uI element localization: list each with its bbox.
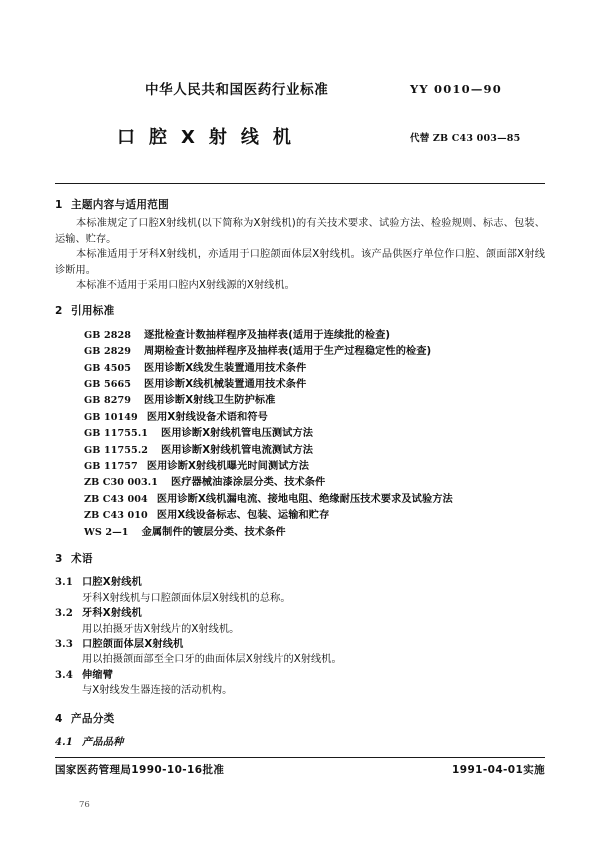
document-body (55, 198, 545, 750)
clause-number: 3.2 (55, 608, 73, 620)
replaces-standard-note: 代替 ZB C43 003—85 (410, 133, 521, 144)
section-heading-2 (55, 304, 545, 319)
reference-item (55, 459, 545, 474)
reference-item (55, 393, 545, 408)
clause-heading (55, 637, 545, 652)
page-content (55, 0, 545, 810)
normative-references-list (55, 328, 545, 540)
reference-item (55, 410, 545, 425)
clause-title: 口腔X射线机 (82, 577, 142, 589)
clause-text: 牙科X射线机与口腔颌面体层X射线机的总称。 (82, 592, 291, 604)
document-title: 口腔X射线机 (117, 127, 305, 148)
reference-title: 医用诊断X射线机管电压测试方法 (161, 428, 314, 440)
reference-title: 医疗器械油漆涂层分类、技术条件 (171, 477, 326, 489)
section-heading-3 (55, 552, 545, 567)
reference-code: GB 8279 (84, 395, 132, 407)
reference-title: 医用诊断X射线卫生防护标准 (144, 395, 276, 407)
reference-item (55, 361, 545, 376)
section-title-2: 引用标准 (71, 305, 115, 318)
section-1-paragraph-1: 本标准规定了口腔X射线机(以下简称为X射线机)的有关技术要求、试验方法、检验规则、标志、包装、运输、贮存。 (55, 218, 545, 245)
reference-code: GB 2828 (84, 329, 132, 341)
reference-code: ZB C43 004 (84, 493, 148, 505)
footer-divider-rule (55, 757, 545, 758)
reference-item (55, 426, 545, 441)
reference-title: 医用诊断X线机漏电流、接地电阻、绝缘耐压技术要求及试验方法 (156, 493, 453, 505)
section-title-1: 主题内容与适用范围 (71, 199, 170, 211)
reference-title: 医用诊断X线发生装置通用技术条件 (144, 362, 307, 374)
effective-date-statement: 1991-04-01实施 (452, 764, 545, 776)
clause-3-3 (55, 637, 545, 668)
reference-item (55, 328, 545, 343)
reference-item (55, 525, 545, 540)
reference-title: 医用诊断X线机械装置通用技术条件 (144, 379, 307, 391)
reference-title: 医用诊断X射线机曝光时间测试方法 (146, 460, 310, 472)
clause-number: 3.1 (55, 577, 73, 589)
clause-text: 用以拍摄颌面部至全口牙的曲面体层X射线片的X射线机。 (82, 654, 342, 666)
reference-title: 医用X射线设备术语和符号 (146, 411, 268, 423)
clause-heading (55, 668, 545, 683)
section-1-paragraph-3: 本标准不适用于采用口腔内X射线源的X射线机。 (76, 280, 295, 292)
clause-heading (55, 606, 545, 621)
section-number-3: 3 (55, 552, 63, 565)
reference-code: WS 2—1 (84, 526, 129, 538)
section-title-4: 产品分类 (71, 712, 115, 725)
reference-title: 周期检查计数抽样程序及抽样表(适用于生产过程稳定性的检查) (144, 346, 432, 358)
clause-3-2 (55, 606, 545, 637)
clause-title: 牙科X射线机 (82, 608, 142, 620)
clause-number: 3.4 (55, 669, 73, 681)
reference-code: GB 4505 (84, 362, 132, 374)
section-heading-4 (55, 712, 545, 727)
page-number: 76 (79, 800, 90, 810)
reference-item (55, 443, 545, 458)
reference-code: ZB C30 003.1 (84, 477, 159, 489)
reference-code: ZB C43 010 (84, 510, 148, 522)
reference-title: 逐批检查计数抽样程序及抽样表(适用于连续批的检查) (144, 329, 391, 341)
page-footer (55, 762, 545, 777)
section-heading-1 (55, 198, 545, 213)
reference-item (55, 492, 545, 507)
clause-3-1 (55, 575, 545, 606)
masthead (55, 0, 545, 148)
reference-item (55, 475, 545, 490)
reference-code: GB 2829 (84, 346, 132, 358)
clause-text: 用以拍摄牙齿X射线片的X射线机。 (82, 623, 240, 635)
section-number-2: 2 (55, 305, 63, 318)
reference-code: GB 10149 (84, 411, 138, 423)
clause-text: 与X射线发生器连接的活动机构。 (82, 685, 233, 697)
reference-title: 金属制件的镀层分类、技术条件 (141, 526, 286, 538)
clause-4-1-heading (55, 735, 545, 750)
standard-number: YY 0010—90 (410, 82, 502, 96)
issuing-authority-line: 中华人民共和国医药行业标准 (145, 82, 329, 98)
section-number-1: 1 (55, 199, 63, 211)
reference-title: 医用X线设备标志、包装、运输和贮存 (156, 510, 330, 522)
header-divider-rule (55, 183, 545, 184)
clause-number: 3.3 (55, 638, 73, 650)
reference-title: 医用诊断X射线机管电流测试方法 (161, 444, 314, 456)
section-title-3: 术语 (71, 552, 93, 565)
clause-title: 口腔颌面体层X射线机 (82, 638, 184, 650)
reference-code: GB 11755.2 (84, 444, 149, 456)
reference-code: GB 11755.1 (84, 428, 149, 440)
reference-item (55, 508, 545, 523)
section-number-4: 4 (55, 712, 63, 725)
clause-title: 伸缩臂 (82, 669, 114, 681)
clause-title: 产品品种 (82, 736, 124, 748)
reference-item (55, 344, 545, 359)
reference-item (55, 377, 545, 392)
approval-statement: 国家医药管理局1990-10-16批准 (55, 764, 225, 776)
clause-number: 4.1 (55, 736, 73, 748)
clause-heading (55, 575, 545, 590)
reference-code: GB 11757 (84, 460, 138, 472)
section-1-paragraph-2: 本标准适用于牙科X射线机，亦适用于口腔颌面体层X射线机。该产品供医疗单位作口腔、颌面部X射线诊断用。 (55, 249, 545, 276)
reference-code: GB 5665 (84, 379, 132, 391)
clause-3-4 (55, 668, 545, 699)
